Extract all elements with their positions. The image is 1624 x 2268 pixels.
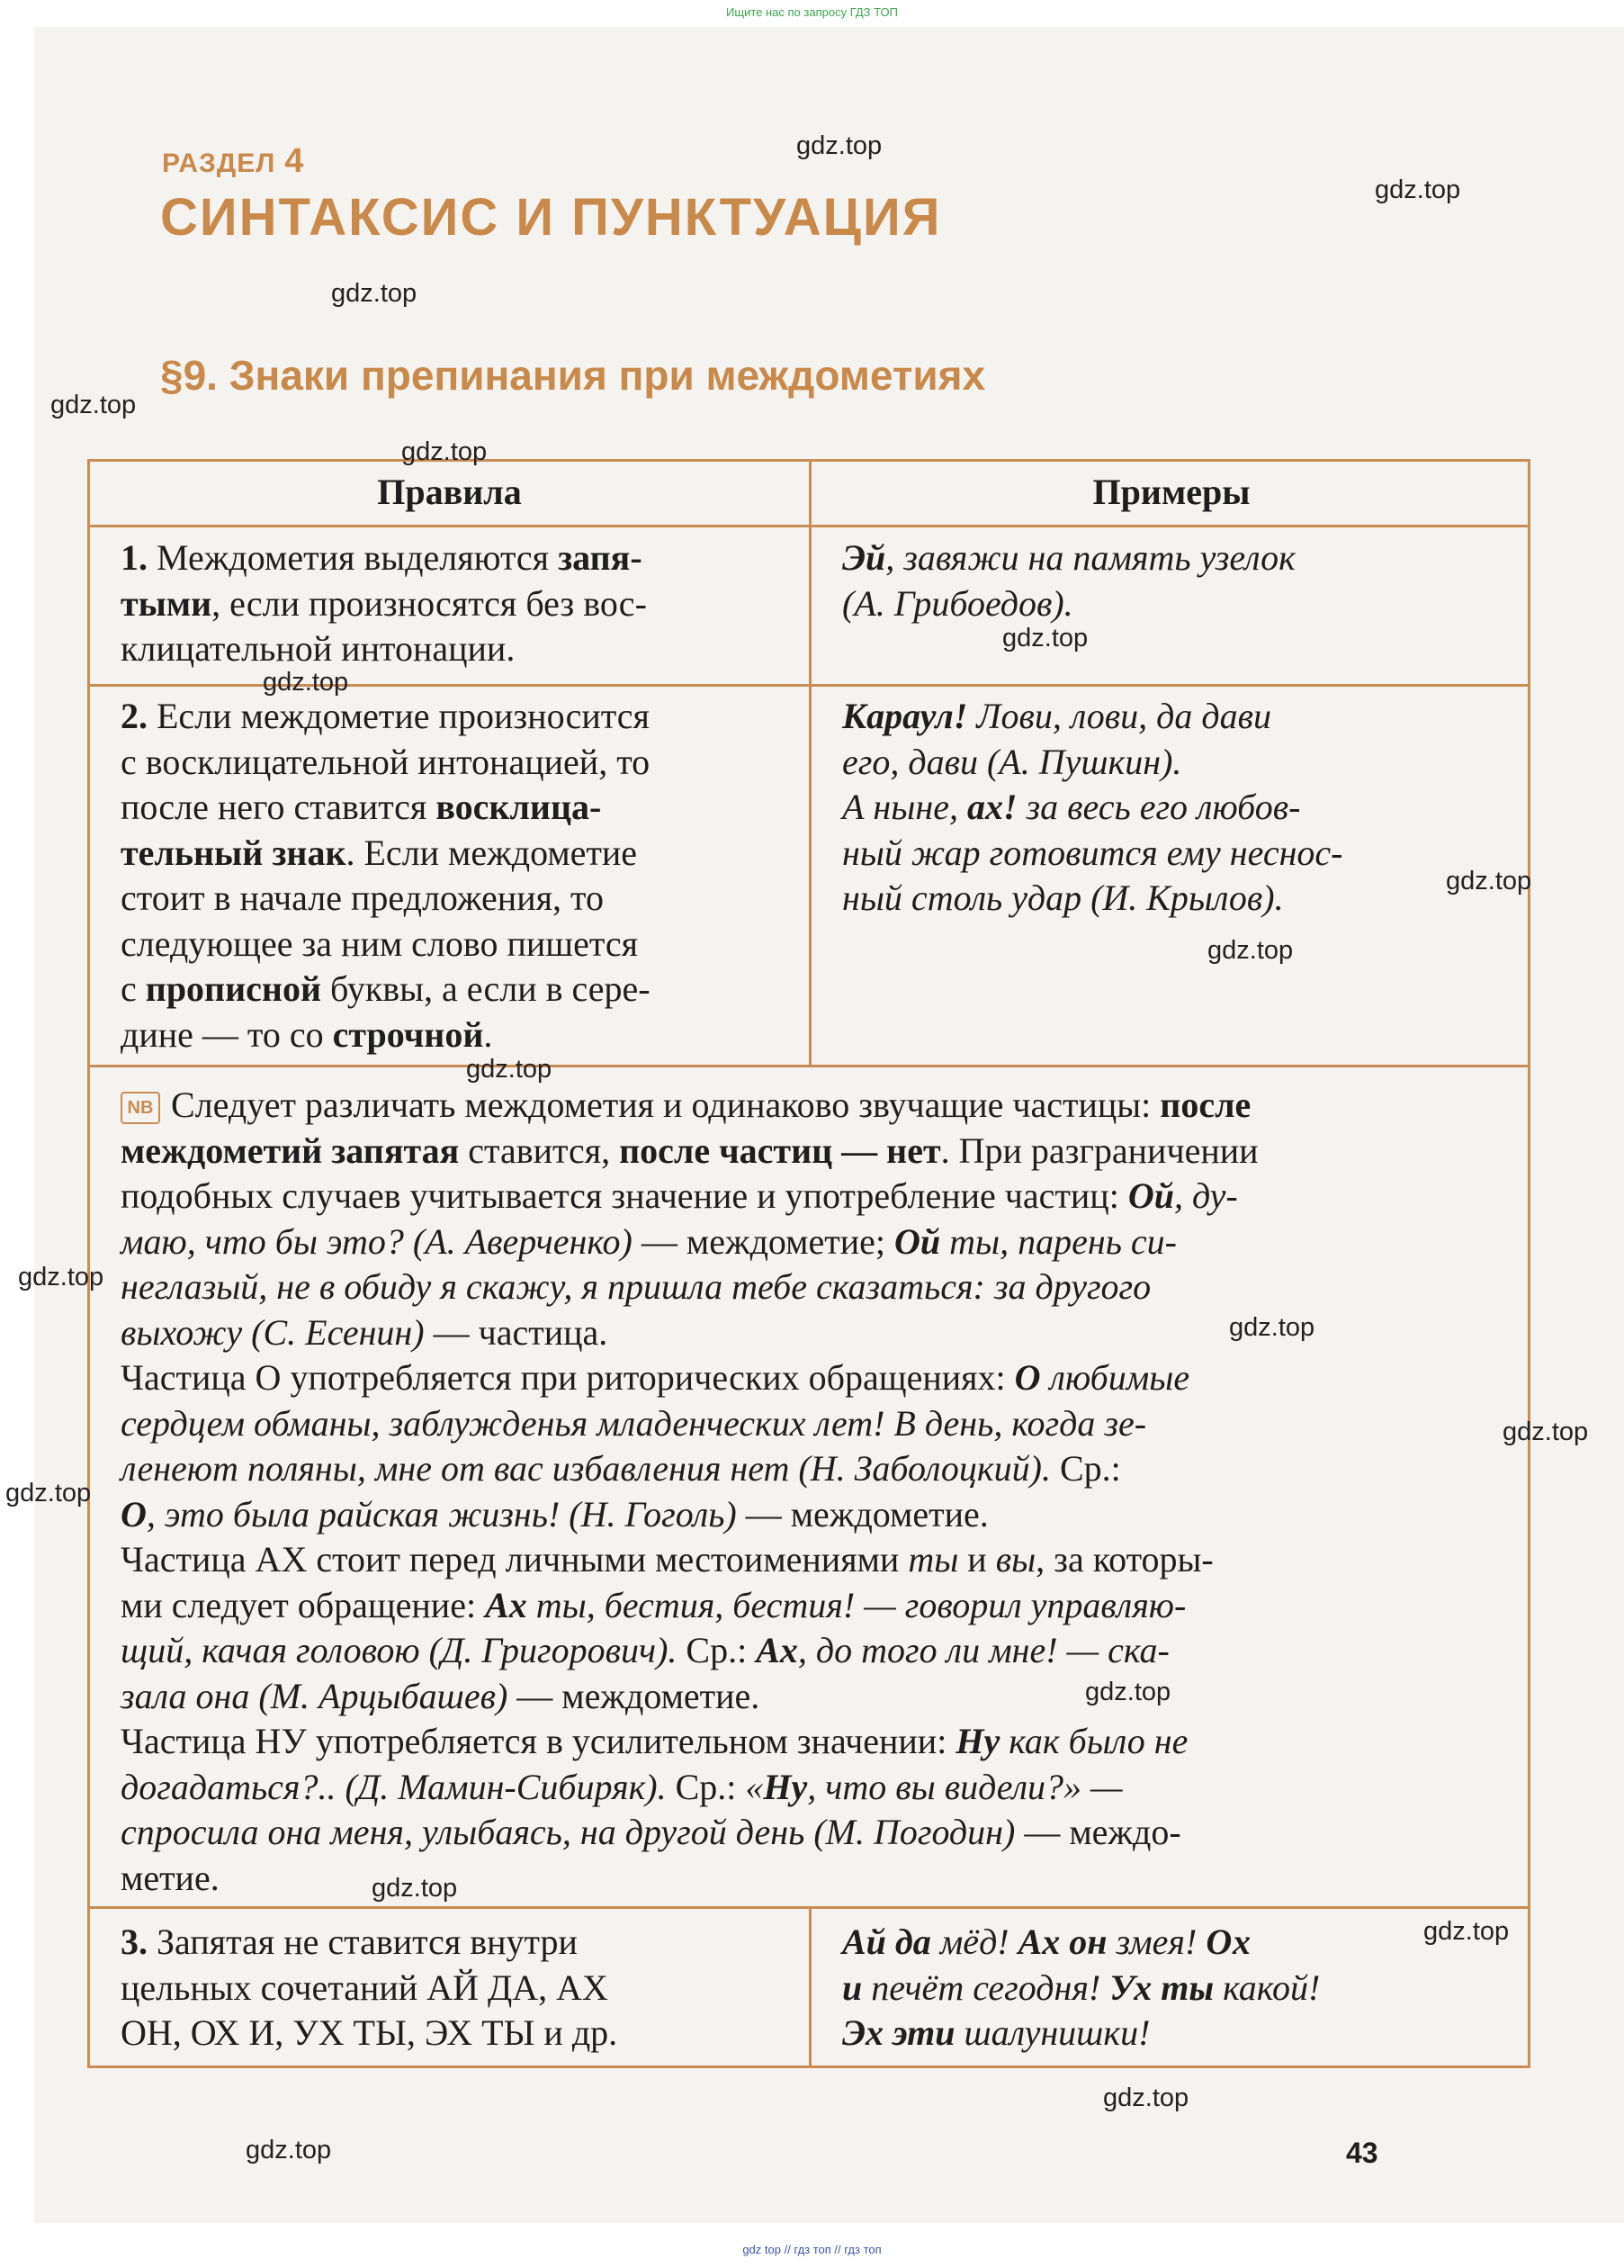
header-rules: Правила <box>377 472 522 512</box>
page-number: 43 <box>1346 2137 1378 2169</box>
watermark: gdz.top <box>5 1479 92 1508</box>
watermark: gdz.top <box>246 2136 332 2164</box>
top-note: Ищите нас по запросу ГДЗ ТОП <box>726 5 898 19</box>
section-label-text: РАЗДЕЛ <box>162 148 276 178</box>
watermark: gdz.top <box>1375 176 1461 204</box>
rule-3-number: 3. <box>121 1922 148 1962</box>
column-divider <box>809 462 812 1065</box>
watermark: gdz.top <box>1423 1917 1510 1946</box>
row-divider <box>90 1065 1528 1067</box>
watermark: gdz.top <box>1207 936 1294 965</box>
section-label <box>162 142 304 181</box>
rule-2-number: 2. <box>121 696 148 736</box>
watermark: gdz.top <box>50 391 137 419</box>
watermark: gdz.top <box>18 1263 104 1292</box>
watermark: gdz.top <box>1103 2084 1189 2112</box>
bottom-note: gdz top // гдз топ // гдз топ <box>742 2243 882 2256</box>
watermark: gdz.top <box>372 1874 458 1903</box>
nb-note: NB Следует различать междометия и одинаково звучащие частицы: после междометий запятая ставится, после частиц — нет. При разграничении подобных случаев учитывается значение и употребление частиц: Ой, ду- маю, что бы это? (А. Аверченко) — междометие; Ой ты, парень си- неглазый, не в обиду я скажу, я пришла тебе сказаться: за другого выхожу (С. Есенин) — частица. Частица О употребляется при риторических обращениях: О любимые сердцем обманы, заблужденья младенческих лет! В день, когда зе- ленеют поляны, мне от вас избавления нет (Н. Заболоцкий). Ср.: О, это была райская жизнь! (Н. Гоголь) — междометие. Частица АХ стоит перед личными местоимениями ты и вы, за которы- ми следует обращение: Ах ты, бестия, бестия! — говорил управляю- щий, качая головою (Д. Григорович). Ср.: Ах, до того ли мне! — ска- зала она (М. Арцыбашев) — междометие. Частица НУ употребляется в усилительном значении: Ну как было не догадаться?.. (Д. Мамин-Сибиряк). Ср.: «Ну, что вы видели?» — спросила она меня, улыбаясь, на другой день (М. Погодин) — междо- метие. <box>121 1084 1259 1898</box>
watermark: gdz.top <box>1229 1313 1315 1342</box>
rule-3: 3. Запятая не ставится внутри цельных сочетаний АЙ ДА, АХ ОН, ОХ И, УХ ТЫ, ЭХ ТЫ и др. <box>121 1922 618 2053</box>
rule-2: 2. Если междометие произносится с восклицательной интонацией, то после него ставится восклица- тельный знак. Если междометие стоит в начале предложения, то следующее за ним слово пишется с прописной буквы, а если в сере- дине — то со строчной. <box>121 696 650 1055</box>
watermark: gdz.top <box>466 1055 552 1084</box>
nb-icon: NB <box>121 1092 160 1124</box>
watermark: gdz.top <box>1446 867 1532 896</box>
header-examples: Примеры <box>1092 472 1251 512</box>
watermark: gdz.top <box>1503 1418 1589 1446</box>
example-1: Эй, завяжи на память узелок (А. Грибоедов). <box>842 537 1296 624</box>
section-number: 4 <box>284 142 305 180</box>
column-divider <box>809 1906 812 2068</box>
watermark: gdz.top <box>1002 624 1089 652</box>
watermark: gdz.top <box>331 279 417 308</box>
watermark: gdz.top <box>1085 1678 1171 1706</box>
watermark: gdz.top <box>796 131 883 160</box>
example-2: Караул! Лови, лови, да дави его, дави (А. Пушкин). А ныне, ах! за весь его любов- ный жар готовится ему неснос- ный столь удар (И. Крылов). <box>842 696 1343 918</box>
watermark: gdz.top <box>263 668 349 697</box>
example-3: Ай да мёд! Ах он змея! Ох и печёт сегодня! Ух ты какой! Эх эти шалунишки! <box>842 1922 1321 2053</box>
section-title: СИНТАКСИС И ПУНКТУАЦИЯ <box>160 188 942 247</box>
watermark: gdz.top <box>401 437 488 466</box>
rule-1: 1. Междометия выделяются запя- тыми, если произносятся без вос- клицательной интонации. <box>121 537 647 669</box>
rule-1-number: 1. <box>121 537 148 578</box>
paragraph-title: §9. Знаки препинания при междометиях <box>160 352 986 399</box>
rules-table <box>87 459 1530 2068</box>
